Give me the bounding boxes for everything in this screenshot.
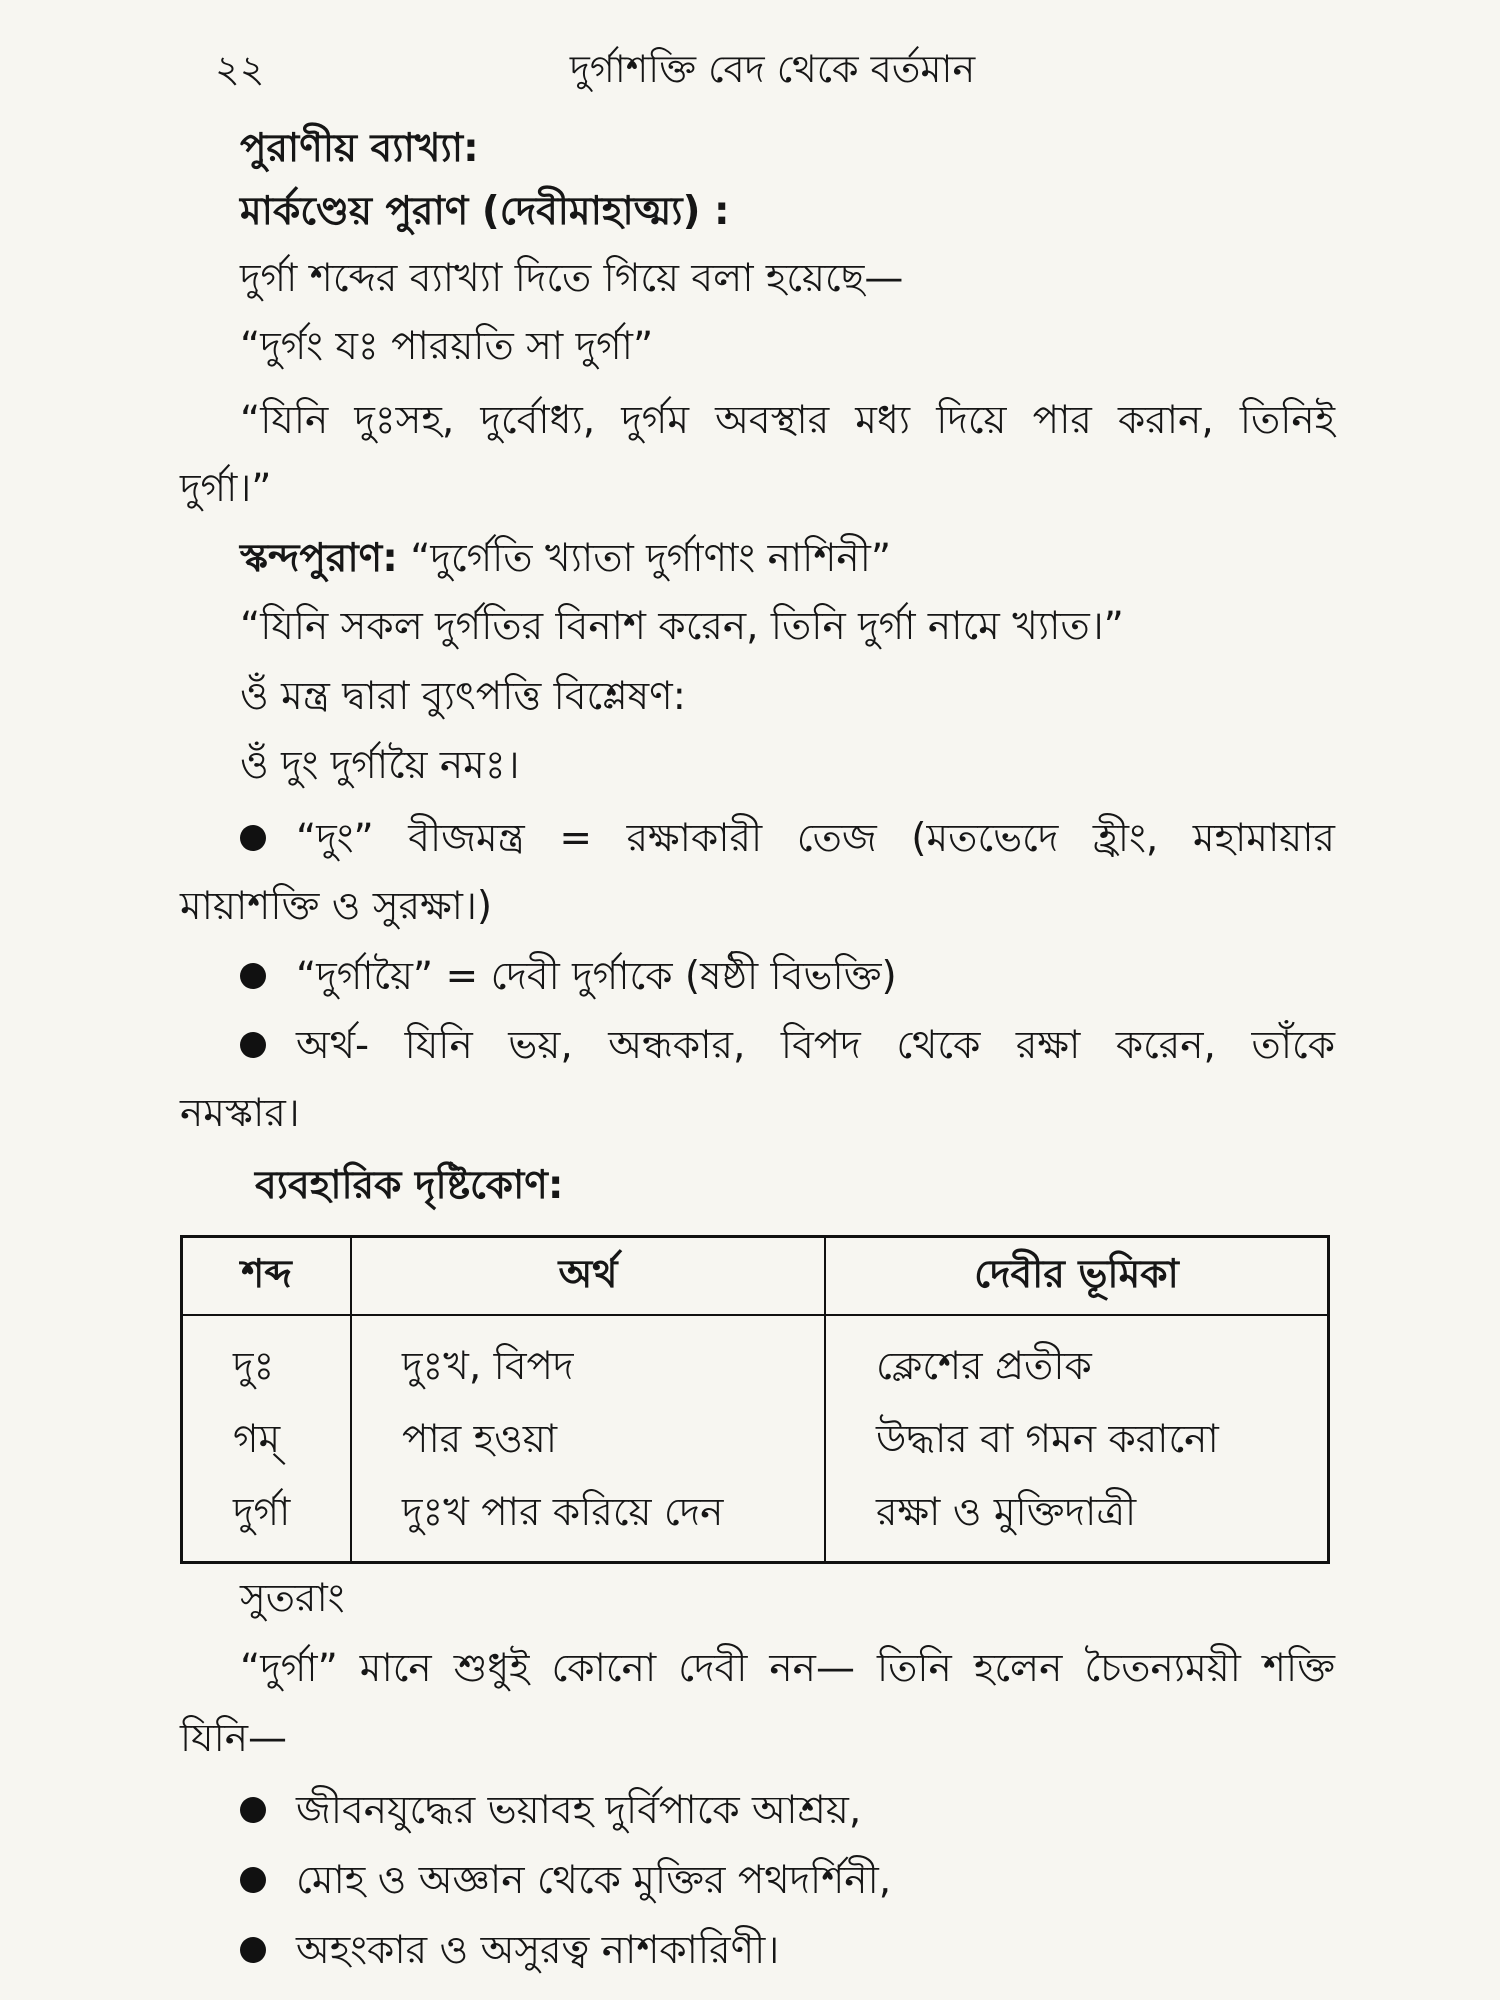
table-row [182, 1476, 1329, 1563]
table-cell: গম্ [182, 1403, 352, 1476]
mantra-bullet-1-cont: মায়াশক্তি ও সুরক্ষা।) [180, 884, 493, 929]
sanskrit-quote: “দুর্গং যঃ পারয়তি সা দুর্গা” [240, 324, 654, 369]
conclusion-bullet: মোহ ও অজ্ঞান থেকে মুক্তির পথদর্শিনী, [240, 1857, 891, 1905]
table-cell: ক্লেশের প্রতীক [825, 1315, 1329, 1403]
mantra-heading: ওঁ মন্ত্র দ্বারা ব্যুৎপত্তি বিশ্লেষণ: [240, 674, 686, 719]
bullet-icon [240, 1032, 266, 1058]
conclusion-bullet: অহংকার ও অসুরত্ব নাশকারিণী। [240, 1927, 779, 1975]
quote-meaning: “যিনি দুঃসহ, দুর্বোধ্য, দুর্গম অবস্থার মধ্য দিয়ে পার করান, তিনিই [240, 398, 1335, 443]
skanda-label: স্কন্দপুরাণ: [240, 536, 398, 581]
table-cell: দুঃখ পার করিয়ে দেন [351, 1476, 825, 1563]
bullet-icon [240, 963, 266, 989]
practical-heading: ব্যবহারিক দৃষ্টিকোণ: [255, 1163, 564, 1208]
table-row [182, 1315, 1329, 1403]
running-title: দুর্গাশক্তি বেদ থেকে বর্তমান [569, 47, 976, 91]
table-cell: পার হওয়া [351, 1403, 825, 1476]
bullet-icon [240, 1937, 266, 1963]
table-cell: উদ্ধার বা গমন করানো [825, 1403, 1329, 1476]
bullet-icon [240, 1867, 266, 1893]
mantra-bullet-1: “দুং” বীজমন্ত্র = রক্ষাকারী তেজ (মতভেদে হ্রীং, মহামায়ার [240, 815, 1335, 863]
column-header: শব্দ [182, 1237, 352, 1316]
skanda-quote: “দুর্গেতি খ্যাতা দুর্গাণাং নাশিনী” [410, 536, 892, 581]
table-cell: দুঃ [182, 1315, 352, 1403]
table-cell: রক্ষা ও মুক্তিদাত্রী [825, 1476, 1329, 1563]
mantra-bullet-2: “দুর্গায়ৈ” = দেবী দুর্গাকে (ষষ্ঠী বিভক্তি) [240, 953, 897, 1001]
bullet-icon [240, 825, 266, 851]
conclusion-line-cont: যিনি— [180, 1716, 288, 1761]
table-cell: দুর্গা [182, 1476, 352, 1563]
bullet-icon [240, 1797, 266, 1823]
markandeya-heading: মার্কণ্ডেয় পুরাণ (দেবীমাহাত্ম্য) : [240, 189, 730, 234]
mantra-bullet-3: অর্থ- যিনি ভয়, অন্ধকার, বিপদ থেকে রক্ষা করেন, তাঁকে [240, 1022, 1335, 1070]
page-number: ২২ [215, 47, 265, 91]
therefore-label: সুতরাং [240, 1576, 345, 1621]
table-row [182, 1403, 1329, 1476]
puranic-heading: পুরাণীয় ব্যাখ্যা: [240, 126, 479, 171]
mantra-bullet-3-cont: নমস্কার। [180, 1091, 300, 1136]
skanda-meaning: “যিনি সকল দুর্গতির বিনাশ করেন, তিনি দুর্গা নামে খ্যাত।” [240, 604, 1124, 649]
mantra-text: ওঁ দুং দুর্গায়ৈ নমঃ। [240, 743, 520, 788]
table-cell: দুঃখ, বিপদ [351, 1315, 825, 1403]
vocabulary-table [180, 1235, 1330, 1564]
quote-meaning-cont: দুর্গা।” [180, 466, 272, 511]
table-header-row [182, 1237, 1329, 1316]
skanda-line [240, 535, 891, 583]
column-header: দেবীর ভূমিকা [825, 1237, 1329, 1316]
paragraph-line: দুর্গা শব্দের ব্যাখ্যা দিতে গিয়ে বলা হয়েছে— [240, 256, 904, 301]
column-header: অর্থ [351, 1237, 825, 1316]
conclusion-line: “দুর্গা” মানে শুধুই কোনো দেবী নন— তিনি হলেন চৈতন্যময়ী শক্তি [240, 1646, 1335, 1691]
conclusion-bullet: জীবনযুদ্ধের ভয়াবহ দুর্বিপাকে আশ্রয়, [240, 1787, 861, 1835]
page-header [215, 40, 1330, 100]
